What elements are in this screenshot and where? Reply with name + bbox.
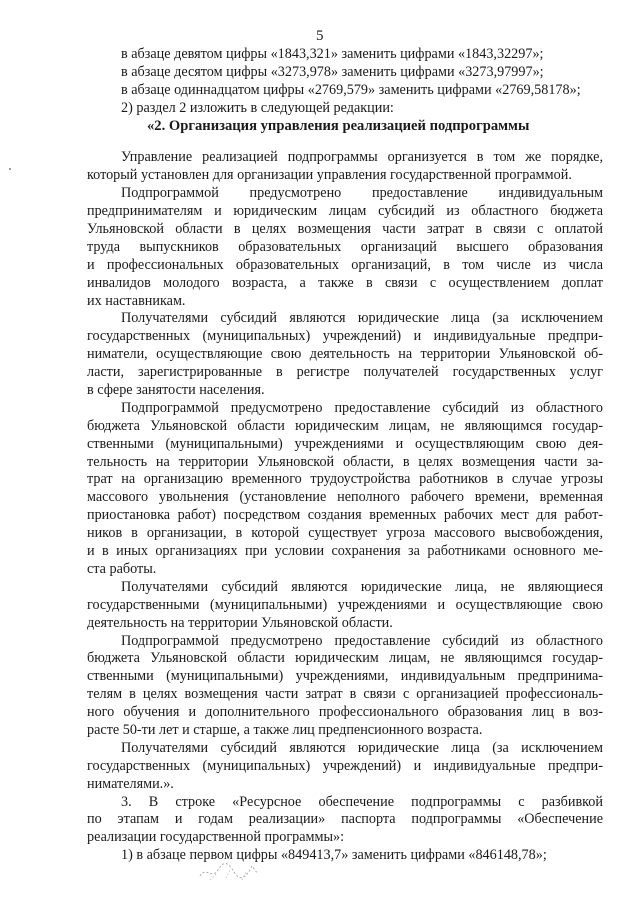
text-line: ственными (муниципальными) учреждениями, индивидуальным предпринима-	[87, 668, 603, 685]
text-line: Получателями субсидий являются юридические лица, не являющиеся	[121, 578, 603, 595]
text-line: в абзаце девятом цифры «1843,321» заменить цифрами «1843,32297»;	[121, 46, 544, 62]
text-line: и в иных организациях при условии сохранения за работниками основного ме-	[87, 543, 603, 560]
text-line: деятельность на территории Ульяновской области.	[87, 614, 393, 631]
text-line: бюджета Ульяновской области юридическим лицам, не являющимся государ-	[87, 417, 603, 434]
text-line: массового увольнения (установление неполного рабочего времени, временная	[87, 489, 603, 506]
text-line: в абзаце одиннадцатом цифры «2769,579» заменить цифрами «2769,58178»;	[121, 81, 581, 98]
section-heading: «2. Организация управления реализацией подпрограммы	[147, 117, 530, 134]
text-line: Подпрограммой предусмотрено предоставление индивидуальным	[121, 185, 603, 202]
text-line: трат на организацию временного трудоустройства работников в случае угрозы	[87, 471, 603, 488]
text-line: 2) раздел 2 изложить в следующей редакции:	[121, 99, 394, 116]
text-line: Подпрограммой предусмотрено предоставление субсидий из областного	[121, 632, 603, 649]
text-line: реализации государственной программы»:	[87, 829, 345, 846]
text-line: Ульяновской области в целях возмещения части затрат в связи с оплатой	[87, 221, 603, 238]
text-line: Подпрограммой предусмотрено предоставление субсидий из областного	[121, 399, 603, 416]
text-line: инвалидов молодого возраста, а также в связи с осуществлением доплат	[87, 274, 603, 291]
handwritten-mark	[196, 852, 266, 886]
text-line: их наставникам.	[87, 292, 186, 309]
text-line: государственных (муниципальных) учреждений) и индивидуальные предпри-	[87, 328, 603, 345]
text-line: ственными (муниципальными) учреждениями и осуществляющим свою дея-	[87, 435, 603, 452]
text-line: и профессиональных образовательных организаций, в том числе из числа	[87, 256, 603, 273]
text-line: телям в целях возмещения части затрат в связи с организацией профессиональ-	[87, 686, 603, 703]
text-line: ста работы.	[87, 560, 157, 577]
page-number: 5	[316, 28, 324, 44]
text-line: государственных (муниципальных) учреждений) и индивидуальные предпри-	[87, 757, 603, 774]
text-line: в сфере занятости населения.	[87, 382, 265, 399]
text-line: труда выпускников образовательных организаций высшего образования	[87, 238, 603, 255]
text-line: 1) в абзаце первом цифры «849413,7» заменить цифрами «846148,78»;	[121, 847, 547, 864]
text-line: приостановка работ) посредством создания временных рабочих мест для работ-	[87, 507, 603, 524]
margin-mark	[9, 168, 11, 170]
text-line: ласти, зарегистрированные в регистре получателей государственных услуг	[87, 364, 603, 381]
text-line: расте 50-ти лет и старше, а также лиц предпенсионного возраста.	[87, 721, 483, 738]
text-line: ников в организации, в которой существует угроза массового высвобождения,	[87, 525, 603, 542]
text-line: Получателями субсидий являются юридические лица (за исключением	[121, 739, 603, 756]
text-line: нимателями.».	[87, 775, 174, 792]
text-line: бюджета Ульяновской области юридическим лицам, не являющимся государ-	[87, 650, 603, 667]
text-line: в абзаце десятом цифры «3273,978» заменить цифрами «3273,97997»;	[121, 63, 544, 80]
document-body	[87, 46, 603, 865]
text-line: который установлен для организации управления государственной программой.	[87, 167, 572, 184]
text-line: ниматели, осуществляющие свою деятельность на территории Ульяновской об-	[87, 346, 603, 363]
paragraph-gap	[87, 135, 603, 149]
text-line: государственными (муниципальными) учреждениями и осуществляющие свою	[87, 596, 603, 613]
text-line: ного обучения и дополнительного профессионального образования лиц в воз-	[87, 704, 603, 721]
text-line: 3. В строке «Ресурсное обеспечение подпрограммы с разбивкой	[121, 793, 603, 810]
text-line: тельность на территории Ульяновской области, в целях возмещения части за-	[87, 453, 603, 470]
text-line: Получателями субсидий являются юридические лица (за исключением	[121, 310, 603, 327]
text-line: по этапам и годам реализации» паспорта подпрограммы «Обеспечение	[87, 811, 603, 828]
text-line: предпринимателям и юридическим лицам субсидий из областного бюджета	[87, 203, 603, 220]
text-line: Управление реализацией подпрограммы организуется в том же порядке,	[121, 149, 603, 166]
